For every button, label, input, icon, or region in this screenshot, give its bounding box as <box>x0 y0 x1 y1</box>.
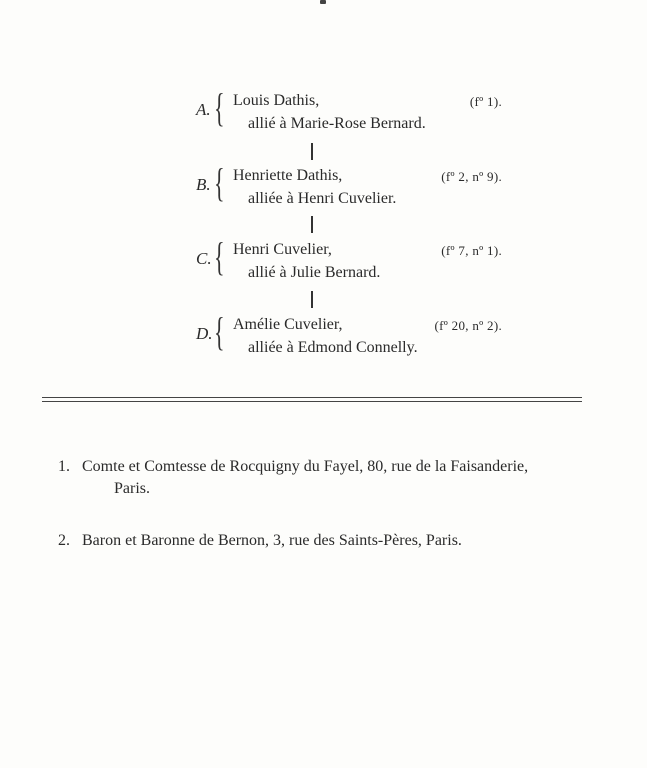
brace: { <box>214 234 225 279</box>
footnote-text: Baron et Baronne de Bernon, 3, rue des Saints-Pères, Paris. <box>82 532 462 549</box>
footnote-text: Comte et Comtesse de Rocquigny du Fayel, 80, rue de la Faisanderie, <box>82 458 529 475</box>
entry-reference: (fº 7, nº 1). <box>441 243 502 258</box>
footnote-continuation: Paris. <box>114 480 150 497</box>
entry-reference: (fº 20, nº 2). <box>434 318 502 333</box>
entry-reference: (fº 2, nº 9). <box>441 169 502 184</box>
entry-name: Henriette Dathis, <box>233 167 343 184</box>
lineage-connector <box>311 291 313 308</box>
footnote-number: 1. <box>58 458 70 475</box>
footnote-number: 2. <box>58 532 70 549</box>
entry-reference: (fº 1). <box>469 94 502 109</box>
entry-alliance: alliée à Edmond Connelly. <box>248 339 418 356</box>
genealogy-entry-c <box>190 234 510 283</box>
entry-letter: C. <box>196 249 212 268</box>
brace: { <box>214 160 225 205</box>
entry-name: Amélie Cuvelier, <box>233 316 343 333</box>
divider-rule <box>42 397 582 398</box>
entry-alliance: allié à Marie-Rose Bernard. <box>248 115 426 132</box>
footnote-1 <box>58 456 598 500</box>
print-mark <box>320 0 326 4</box>
brace: { <box>214 309 225 354</box>
lineage-connector <box>311 216 313 233</box>
entry-letter: A. <box>196 100 211 119</box>
genealogy-entry-d <box>190 309 510 358</box>
divider-rule <box>42 401 582 402</box>
entry-letter: D. <box>196 324 213 343</box>
entry-name: Louis Dathis, <box>233 92 320 109</box>
entry-name: Henri Cuvelier, <box>233 241 332 258</box>
brace: { <box>214 85 225 130</box>
genealogy-entry-b <box>190 160 510 209</box>
genealogy-entry-a <box>190 85 510 134</box>
footnote-2 <box>58 530 598 552</box>
entry-alliance: allié à Julie Bernard. <box>248 264 381 281</box>
entry-alliance: alliée à Henri Cuvelier. <box>248 190 397 207</box>
entry-letter: B. <box>196 175 211 194</box>
lineage-connector <box>311 143 313 160</box>
